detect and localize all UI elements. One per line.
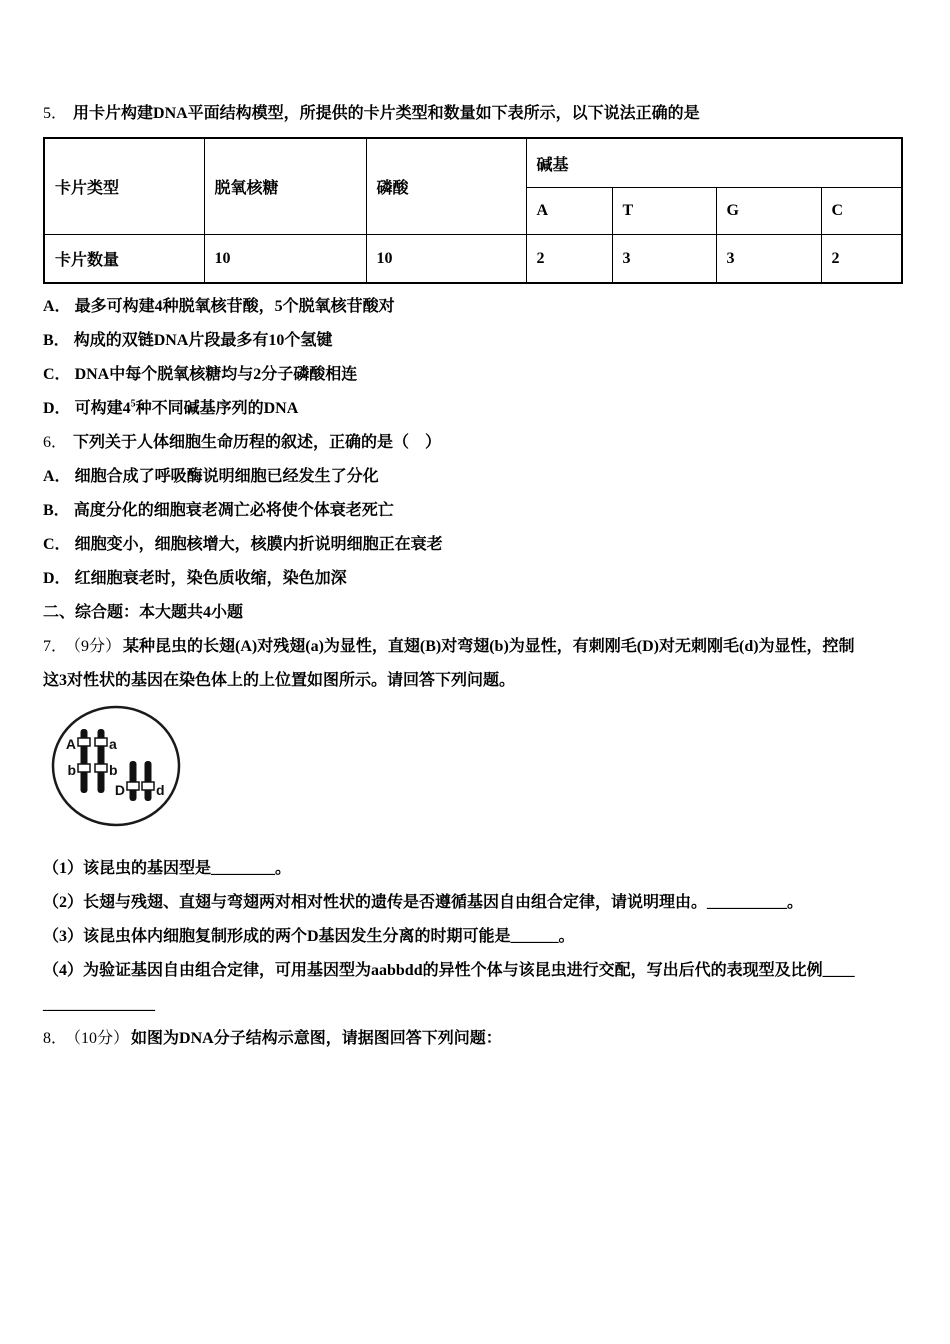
option-label: B． — [43, 502, 70, 519]
option-label: B． — [43, 332, 70, 349]
option-text: 最多可构建4种脱氧核苷酸，5个脱氧核苷酸对 — [74, 298, 395, 315]
gene-locus-band-A — [78, 738, 90, 746]
option-label: C． — [43, 536, 71, 553]
question-7-stem-line-2: 这3对性状的基因在染色体上的上位置如图所示。请回答下列问题。 — [43, 672, 516, 689]
q6-option-c — [43, 534, 950, 556]
q7-sub-question-3: （3）该昆虫体内细胞复制形成的两个D基因发生分离的时期可能是______。 — [43, 928, 575, 945]
q5-option-a — [43, 296, 950, 318]
question-6-text: 下列关于人体细胞生命历程的叙述，正确的是（ ） — [73, 434, 442, 451]
gene-locus-band-d — [142, 782, 154, 790]
table-cell-base-g-count: 3 — [716, 235, 821, 284]
chromosome-rod-3 — [130, 761, 137, 801]
chromosome-diagram — [50, 704, 950, 830]
option-text: 种不同碱基序列的DNA — [135, 400, 299, 417]
question-6-stem — [43, 432, 950, 454]
option-text: DNA中每个脱氧核糖均与2分子磷酸相连 — [74, 366, 358, 383]
question-5-number: 5． — [43, 105, 68, 122]
q5-card-table — [43, 137, 903, 284]
question-6-number: 6． — [43, 434, 68, 451]
question-5-text: 用卡片构建DNA平面结构模型，所提供的卡片类型和数量如下表所示，以下说法正确的是 — [73, 105, 700, 122]
q5-option-d — [43, 398, 950, 420]
option-label: D． — [43, 400, 71, 417]
question-8-score: （10分） — [73, 1030, 130, 1047]
option-text: 高度分化的细胞衰老凋亡必将使个体衰老死亡 — [73, 502, 394, 519]
table-header-phosphate: 磷酸 — [366, 138, 526, 235]
table-cell-deoxyribose-count: 10 — [204, 235, 366, 284]
table-header-base-c: C — [821, 188, 902, 235]
question-8-number: 8． — [43, 1030, 68, 1047]
option-text: 细胞合成了呼吸酶说明细胞已经发生了分化 — [74, 468, 379, 485]
q6-option-d — [43, 568, 950, 590]
question-7-score: （9分） — [73, 638, 122, 655]
option-text: 细胞变小，细胞核增大，核膜内折说明细胞正在衰老 — [74, 536, 443, 553]
option-text: 红细胞衰老时，染色质收缩，染色加深 — [74, 570, 347, 587]
gene-label-b-right: b — [109, 762, 118, 778]
table-cell-phosphate-count: 10 — [366, 235, 526, 284]
option-label: C． — [43, 366, 71, 383]
q7-sub-question-1: （1）该昆虫的基因型是________。 — [43, 860, 292, 877]
table-cell-count-label: 卡片数量 — [44, 235, 204, 284]
table-header-base-t: T — [612, 188, 716, 235]
table-header-base-a: A — [526, 188, 612, 235]
q7-answer-blank-line: ______________ — [43, 996, 155, 1013]
option-label: A． — [43, 468, 71, 485]
gene-locus-band-b-left — [78, 764, 90, 772]
table-cell-base-c-count: 2 — [821, 235, 902, 284]
question-8-text: 如图为DNA分子结构示意图，请据图回答下列问题： — [131, 1030, 502, 1047]
table-cell-base-t-count: 3 — [612, 235, 716, 284]
exponent: 5 — [130, 398, 136, 410]
option-text: 可构建4 — [74, 400, 131, 417]
question-7-stem-line-1 — [43, 636, 950, 658]
option-text: 构成的双链DNA片段最多有10个氢键 — [73, 332, 333, 349]
gene-label-d: d — [156, 782, 165, 798]
option-label: A． — [43, 298, 71, 315]
section-2-header: 二、综合题：本大题共4小题 — [43, 604, 244, 621]
chromosome-rod-4 — [145, 761, 152, 801]
q6-option-b — [43, 500, 950, 522]
question-8-stem — [43, 1028, 950, 1050]
table-header-base-group: 碱基 — [526, 138, 902, 188]
question-7-text: 某种昆虫的长翅(A)对残翅(a)为显性，直翅(B)对弯翅(b)为显性，有刺刚毛(D)对无刺刚毛(d)为显性，控制 — [123, 638, 855, 655]
q6-option-a — [43, 466, 950, 488]
table-header-card-type: 卡片类型 — [44, 138, 204, 235]
q7-sub-question-4: （4）为验证基因自由组合定律，可用基因型为aabbdd的异性个体与该昆虫进行交配，写出后代的表现型及比例____ — [43, 962, 855, 979]
gene-label-a: a — [109, 736, 117, 752]
chromosome-diagram-svg — [50, 704, 190, 830]
q5-option-b — [43, 330, 950, 352]
gene-label-D: D — [114, 782, 125, 798]
gene-locus-band-a — [95, 738, 107, 746]
table-header-base-g: G — [716, 188, 821, 235]
gene-locus-band-D — [127, 782, 139, 790]
q5-option-c — [43, 364, 950, 386]
question-5-stem — [43, 103, 950, 125]
q7-sub-question-2: （2）长翅与残翅、直翅与弯翅两对相对性状的遗传是否遵循基因自由组合定律，请说明理由。__________。 — [43, 894, 804, 911]
table-cell-base-a-count: 2 — [526, 235, 612, 284]
table-header-deoxyribose: 脱氧核糖 — [204, 138, 366, 235]
question-7-number: 7． — [43, 638, 68, 655]
gene-locus-band-b-right — [95, 764, 107, 772]
option-label: D． — [43, 570, 71, 587]
gene-label-A: A — [65, 736, 76, 752]
gene-label-b-left: b — [67, 762, 76, 778]
